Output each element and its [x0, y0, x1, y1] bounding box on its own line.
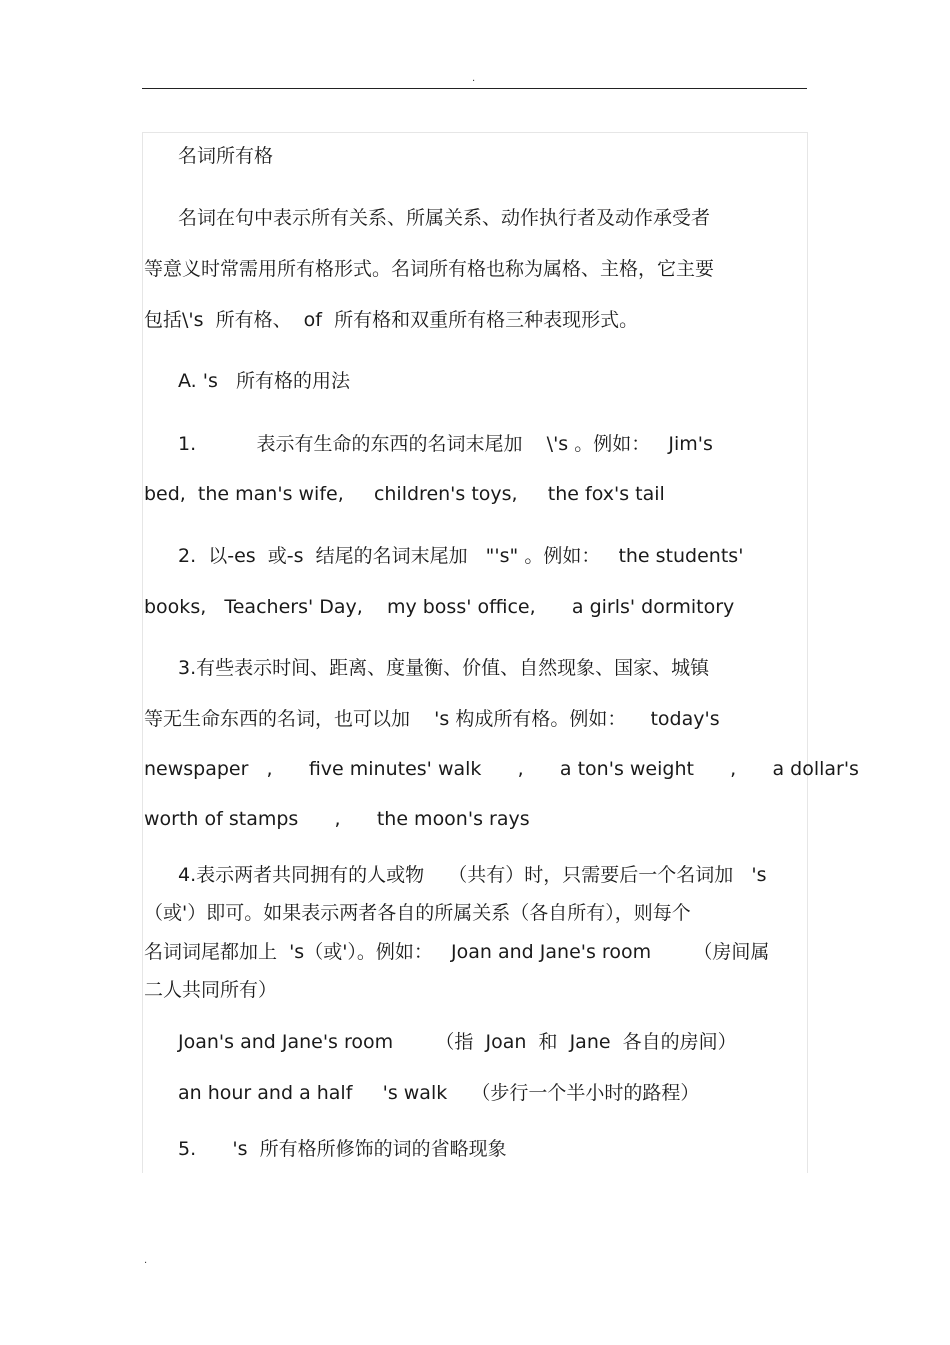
text-line: 名词词尾都加上 's（或'）。例如： Joan and Jane's room （房间属 — [144, 941, 770, 963]
text-line: an hour and a half 's walk （步行一个半小时的路程） — [178, 1082, 700, 1104]
document-title: 名词所有格 — [178, 145, 274, 167]
text-line: 1. 表示有生命的东西的名词末尾加 \'s 。例如： Jim's — [178, 433, 713, 455]
text-line: 二人共同所有） — [144, 979, 278, 1001]
content-frame — [142, 132, 808, 1173]
header-rule — [142, 88, 807, 89]
text-line: bed, the man's wife, children's toys, the fox's tail — [144, 483, 665, 505]
text-line: 2. 以-es 或-s 结尾的名词末尾加 "'s" 。例如： the students' — [178, 545, 744, 567]
text-line: 包括\'s 所有格、 of 所有格和双重所有格三种表现形式。 — [144, 309, 639, 331]
header-mark: . — [472, 73, 476, 84]
text-line: 3.有些表示时间、距离、度量衡、价值、自然现象、国家、城镇 — [178, 657, 710, 679]
text-line: newspaper , five minutes' walk , a ton's weight , a dollar's — [144, 758, 859, 780]
footer-mark: . — [144, 1255, 148, 1266]
text-line: 等无生命东西的名词，也可以加 's 构成所有格。例如： today's — [144, 708, 720, 730]
text-line: 名词在句中表示所有关系、所属关系、动作执行者及动作承受者 — [178, 207, 711, 229]
text-line: worth of stamps , the moon's rays — [144, 808, 530, 830]
section-heading: 5. 's 所有格所修饰的词的省略现象 — [178, 1138, 507, 1160]
text-line: 等意义时常需用所有格形式。名词所有格也称为属格、主格，它主要 — [144, 258, 715, 280]
text-line: （或'）即可。如果表示两者各自的所属关系（各自所有），则每个 — [144, 902, 691, 924]
text-line: books, Teachers' Day, my boss' office, a girls' dormitory — [144, 596, 735, 618]
text-line: 4.表示两者共同拥有的人或物 （共有）时，只需要后一个名词加 's — [178, 864, 767, 886]
section-heading: A. 's 所有格的用法 — [178, 370, 350, 392]
text-line: Joan's and Jane's room （指 Joan 和 Jane 各自的房间） — [178, 1031, 737, 1053]
